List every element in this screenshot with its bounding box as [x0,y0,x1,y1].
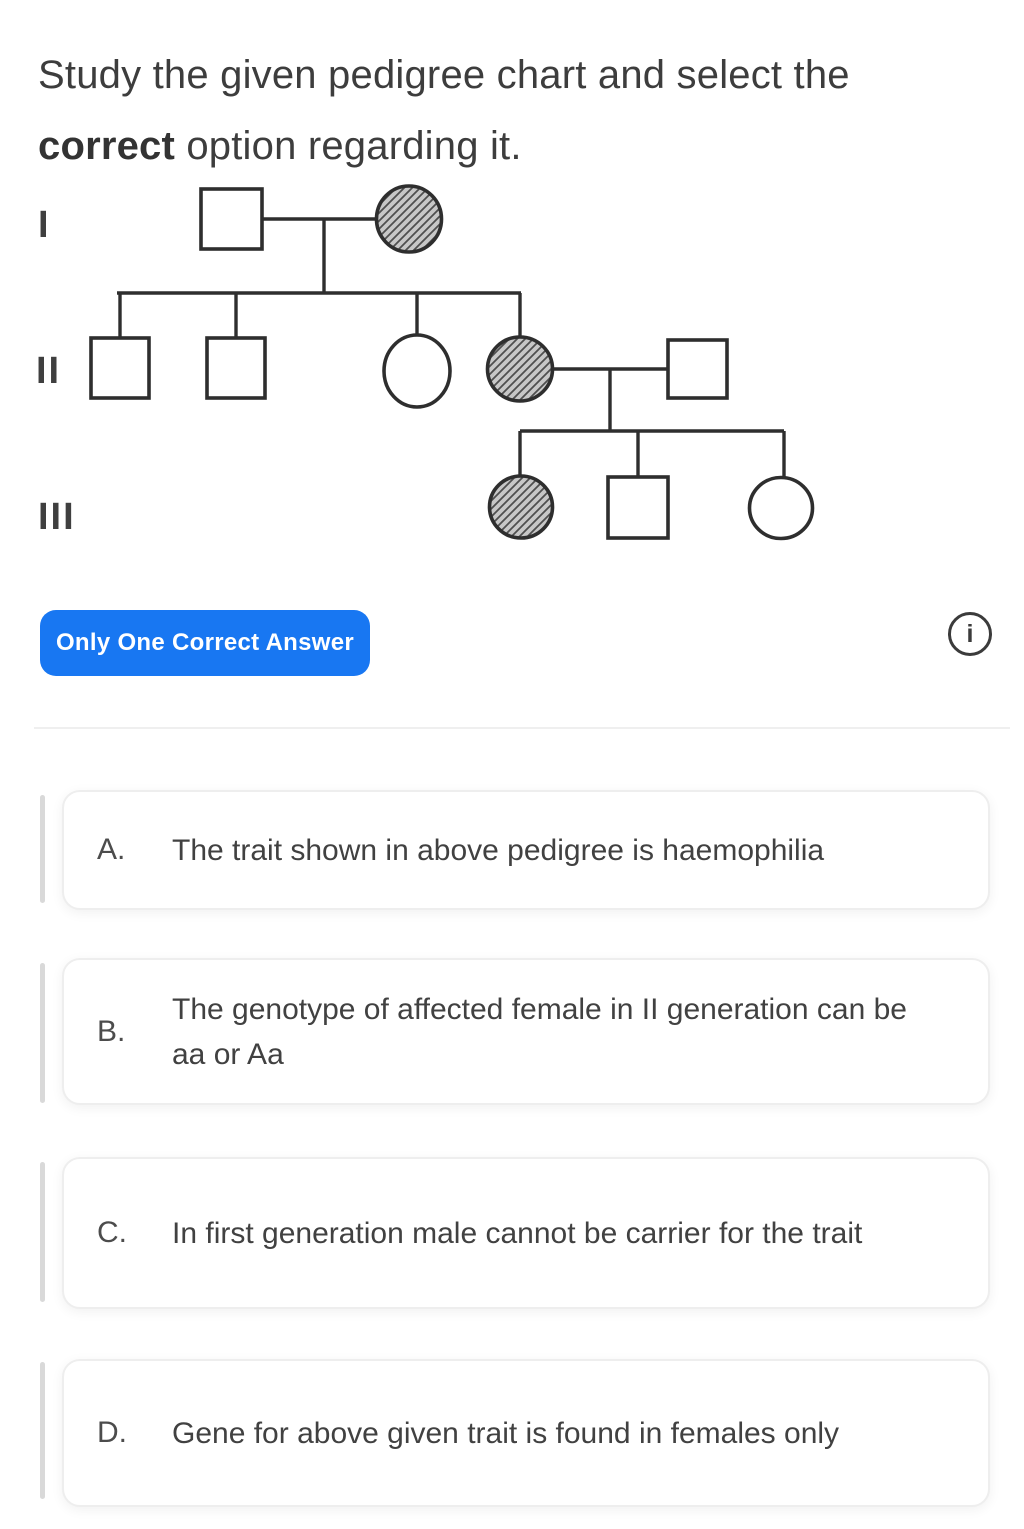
gen3-male-square [608,477,668,538]
generation-label-3: III [38,496,76,538]
pedigree-chart [0,180,860,570]
option-d-letter: D. [97,1416,127,1449]
section-divider [34,727,1010,729]
option-b-text: The genotype of affected female in II generation can be aa or Aa [172,992,907,1071]
option-b-letter: B. [97,1014,126,1048]
question-title-part1: Study the given pedigree chart and select the [38,53,850,97]
option-a-text: The trait shown in above pedigree is haemophilia [172,833,825,867]
generation-label-2: II [36,350,62,392]
badge-label: Only One Correct Answer [55,629,355,656]
question-title-bold: correct [38,124,176,168]
gen2-affected-female-circle [488,337,553,401]
option-b-card[interactable] [62,958,990,1105]
option-d-text: Gene for above given trait is found in females only [172,1416,840,1450]
gen2-spouse-male-square [668,340,727,398]
gen2-female-circle [384,335,450,407]
gen1-affected-female-circle [377,186,442,252]
info-icon-glyph: i [966,619,974,648]
option-c-letter: C. [97,1216,127,1249]
only-one-correct-answer-badge [40,610,370,676]
gen1-male-square [201,189,262,249]
info-icon[interactable] [948,612,992,656]
option-d-card[interactable] [62,1359,990,1507]
question-title [38,40,988,182]
question-title-part2: option regarding it. [175,124,522,168]
option-c-text: In first generation male cannot be carrier for the trait [172,1216,863,1250]
option-c-accent-bar [40,1162,45,1302]
gen3-female-circle [750,478,813,539]
gen3-affected-female-circle [490,476,553,538]
option-a-letter: A. [97,833,126,866]
option-d-accent-bar [40,1362,45,1499]
generation-label-1: I [38,204,51,246]
gen2-male2-square [207,338,265,398]
option-b-accent-bar [40,963,45,1103]
option-a-accent-bar [40,795,45,903]
option-a-card[interactable] [62,790,990,910]
gen2-male1-square [91,338,149,398]
option-c-card[interactable] [62,1157,990,1309]
